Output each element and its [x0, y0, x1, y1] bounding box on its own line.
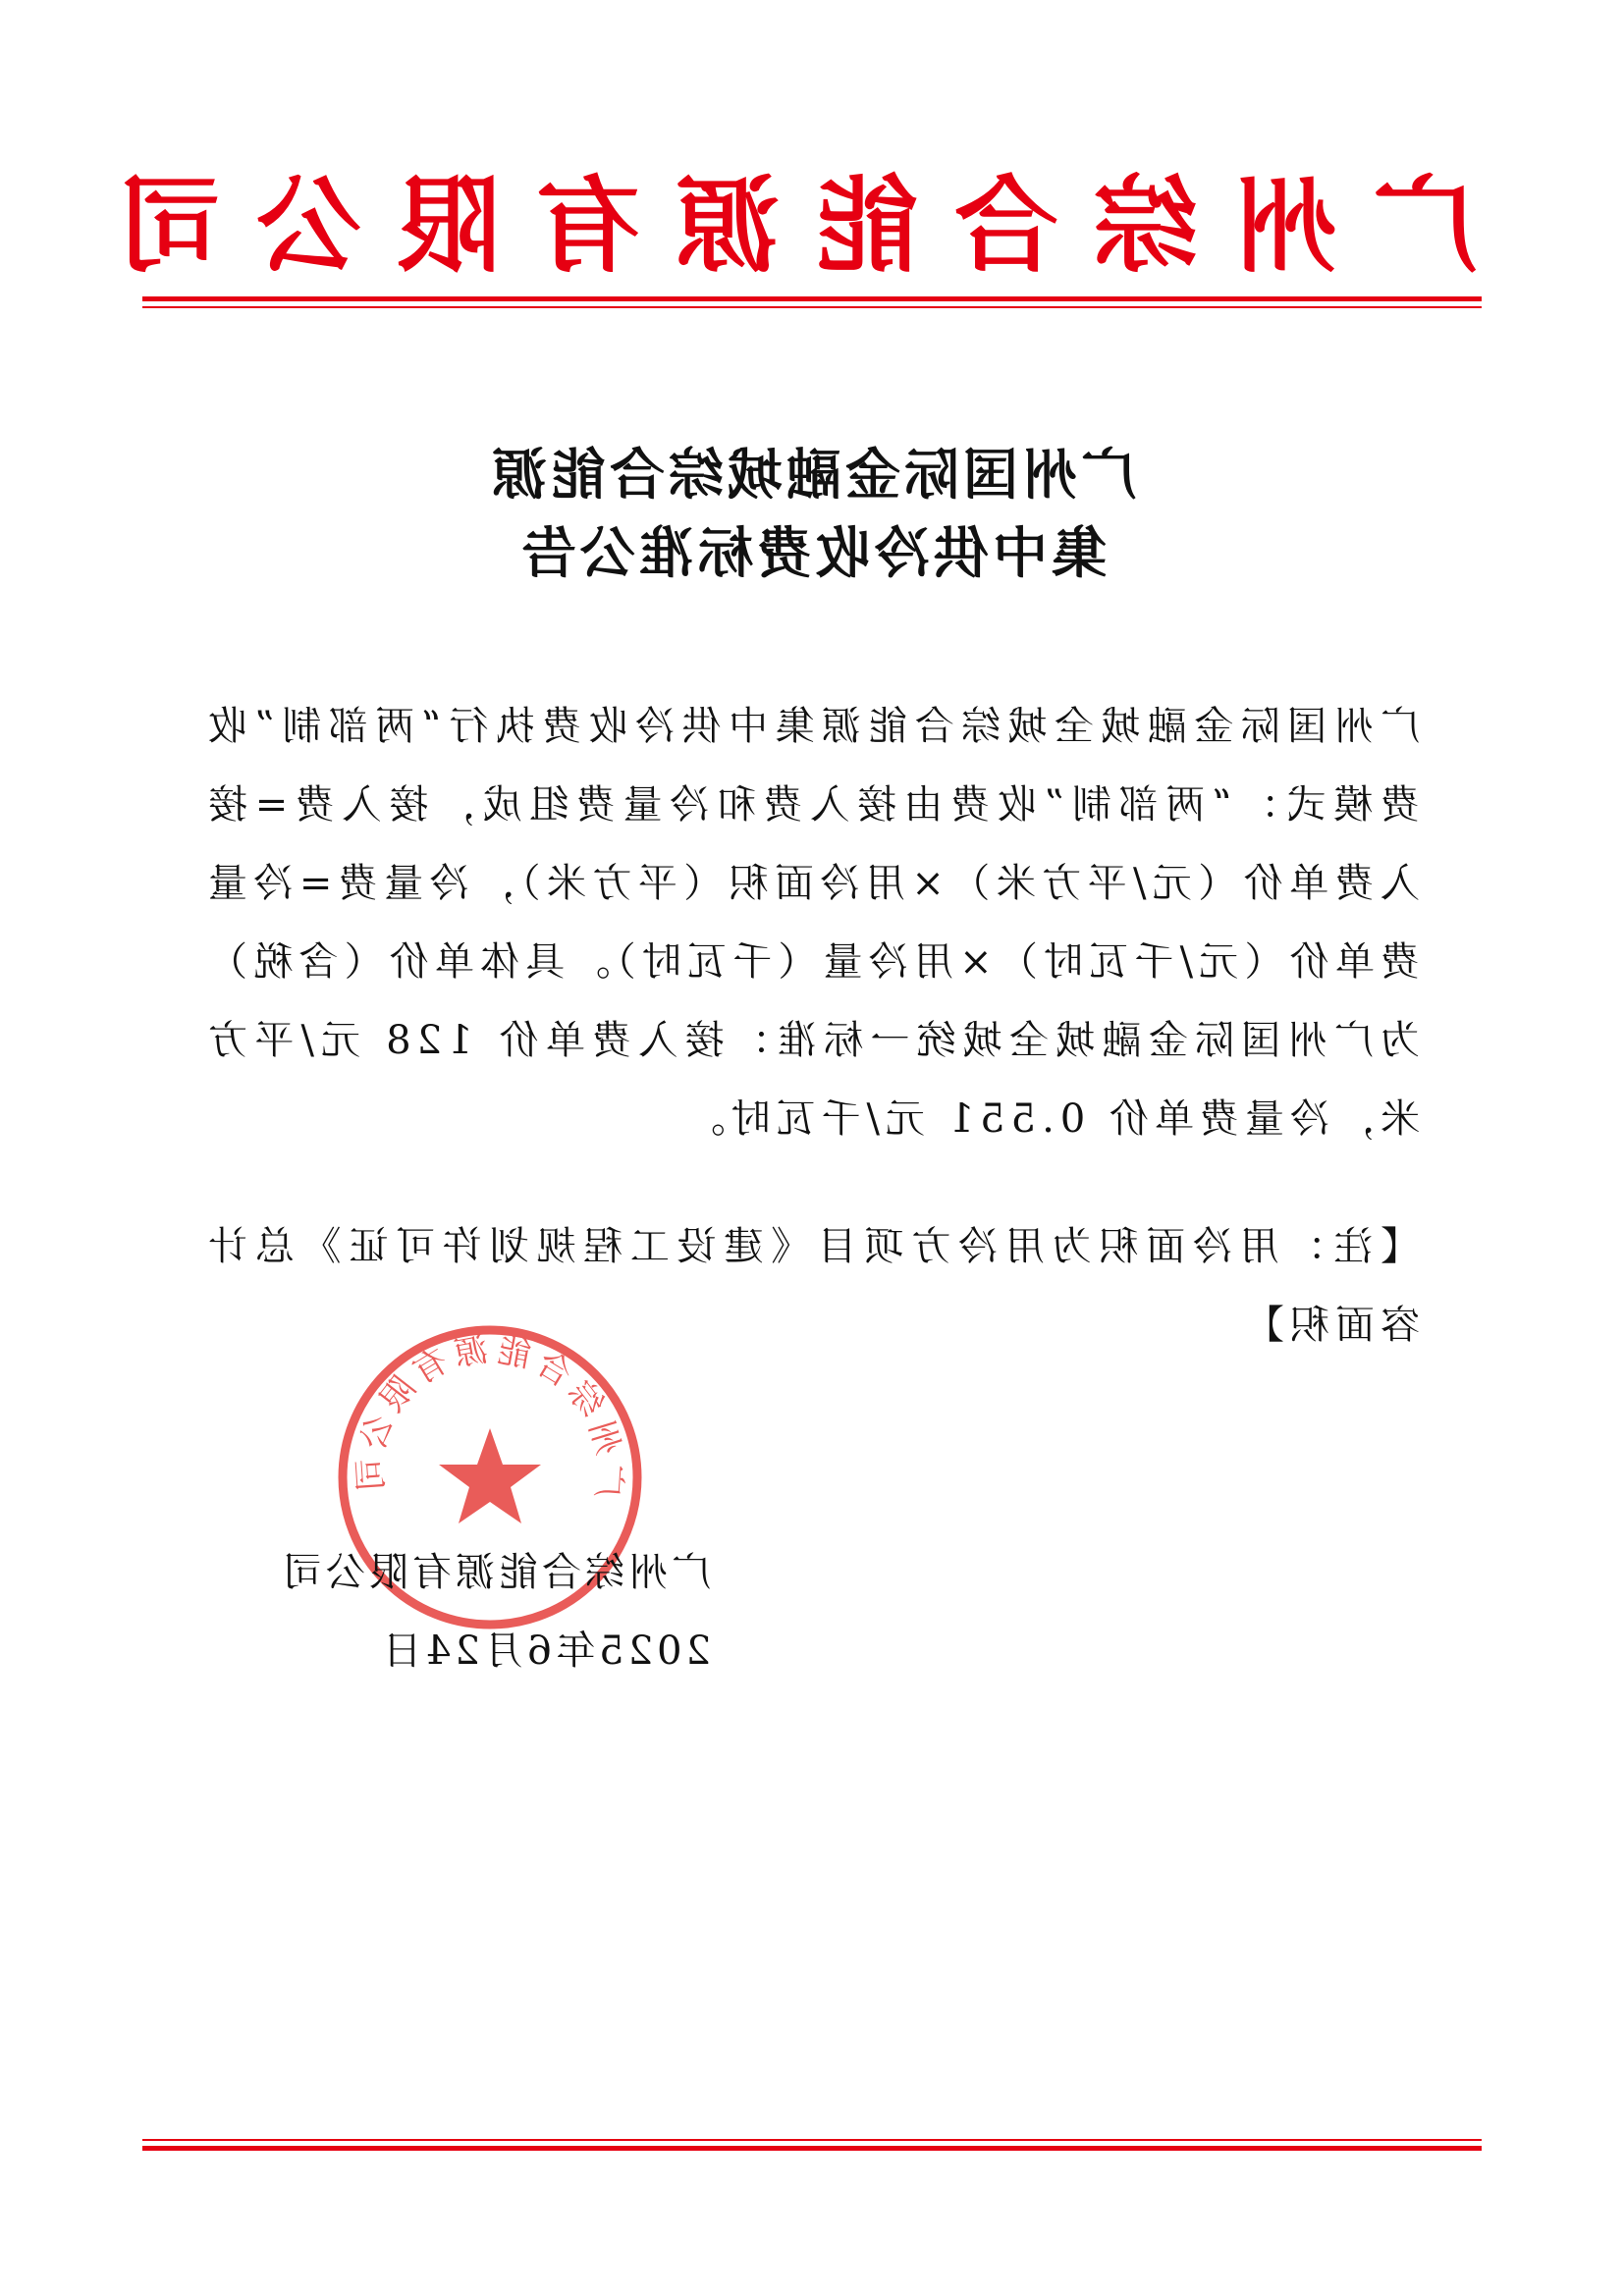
- footer-rule-thin: [142, 2139, 1482, 2141]
- notice-note: 【注：用冷面积为用冷方项目《建设工程规划许可证》总计容面积】: [202, 1224, 1420, 1348]
- notice-body: [202, 687, 1420, 1364]
- notice-title-line1: 广州国际金融城综合能源: [488, 443, 1136, 507]
- letterhead-title: 广州综合能源有限公司: [82, 164, 1477, 287]
- signature-company: 广州综合能源有限公司: [279, 1550, 711, 1595]
- seal-text: 广州综合能源有限公司: [350, 1329, 630, 1499]
- notice-title-line2: 集中供冷收费标准公告: [517, 521, 1107, 586]
- footer-rule-thick: [142, 2146, 1482, 2151]
- header-rule-thin: [142, 306, 1482, 308]
- header-rule-thick: [142, 296, 1482, 301]
- seal-star-icon: [439, 1428, 541, 1523]
- signature-date: 2025年6月24日: [378, 1629, 711, 1674]
- notice-paragraph: 广州国际金融城全城综合能源集中供冷收费执行“两部制”收费模式：“两部制”收费由接入费和冷量费组成，接入费=接入费单价（元/平方米）×用冷面积（平方米），冷量费=冷量费单价（元/千瓦时）×用冷量（千瓦时）。具体单价（含税）为广州国际金融城全城统一标准：接入费单价 128 元/平方米，冷量费单价 0.551 元/千瓦时。: [202, 704, 1420, 1142]
